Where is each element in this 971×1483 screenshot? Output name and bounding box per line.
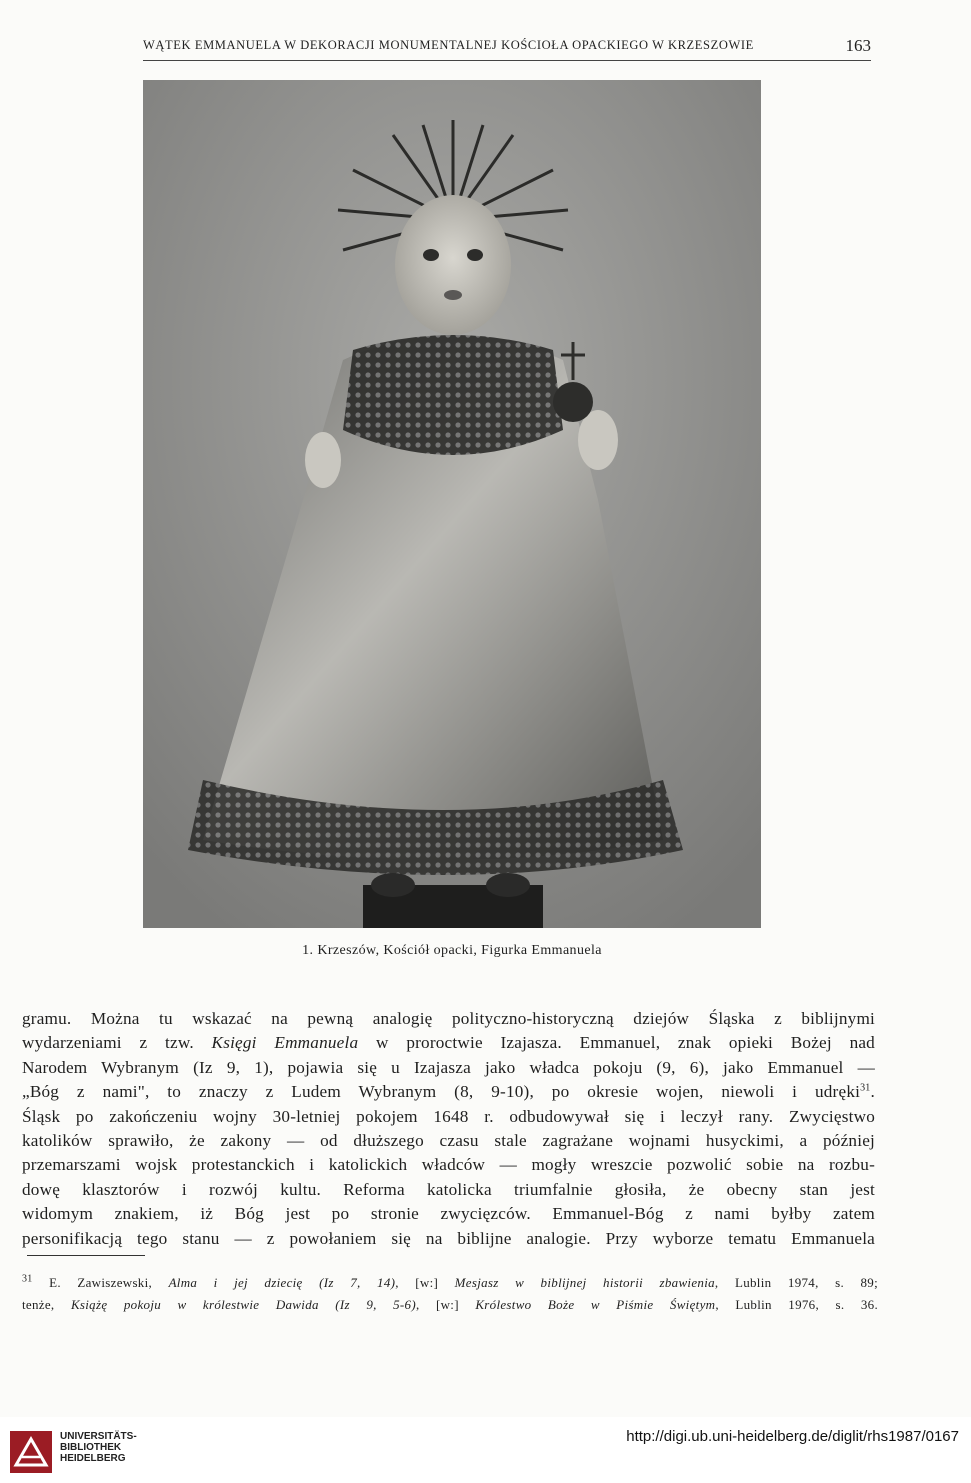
page-number: 163 (845, 36, 871, 55)
header-rule (143, 60, 871, 61)
footnote-rule (27, 1255, 145, 1256)
text-line (22, 1202, 875, 1226)
text-run: gramu. Można tu wskazać na pewną analogię polityczno-historyczną dziejów Śląska z biblijnymi (22, 1009, 875, 1028)
italic-title: Królestwo Boże w Piśmie Świętym (475, 1297, 716, 1312)
text-line (22, 1178, 875, 1202)
text-line (22, 1056, 875, 1080)
italic-title: Księgi Emmanuela (211, 1033, 359, 1053)
footnote-marker: 31 (22, 1273, 33, 1285)
text-run: personifikacją tego stanu — z powołaniem się na biblijne analogie. Przy wyborze tematu Emmanuela (22, 1228, 875, 1248)
text-line (22, 1105, 875, 1129)
text-run: tenże, (22, 1297, 71, 1312)
text-line (22, 1272, 878, 1294)
body-text (22, 1007, 875, 1251)
text-line (22, 1294, 878, 1316)
library-name (60, 1431, 137, 1464)
figure-caption: 1. Krzeszów, Kościół opacki, Figurka Emmanuela (302, 943, 602, 958)
italic-title: Książę pokoju w królestwie Dawida (Iz 9, 5-6) (70, 1297, 416, 1312)
text-run: E. Zawiszewski, (32, 1275, 169, 1290)
library-name-line: HEIDELBERG (60, 1453, 126, 1464)
text-line (22, 1080, 875, 1104)
page-header (143, 36, 871, 60)
text-line (22, 1031, 875, 1055)
library-name-line: BIBLIOTHEK (60, 1442, 122, 1453)
text-run: katolików sprawiło, że zakony — od dłuższego czasu stale zagrażane wojnami husyckimi, a później (22, 1131, 875, 1151)
running-head: WĄTEK EMMANUELA W DEKORACJI MONUMENTALNEJ KOŚCIOŁA OPACKIEGO W KRZESZOWIE (143, 38, 754, 52)
library-banner (0, 1417, 971, 1483)
text-run: Śląsk po zakończeniu wojny 30-letniej pokojem 1648 r. odbudowywał się i leczył rany. Zwycięstwo (22, 1106, 875, 1126)
text-run: wydarzeniami z tzw. (22, 1033, 212, 1053)
text-line (22, 1227, 875, 1251)
text-run: widomym znakiem, iż Bóg jest po stronie zwycięzców. Emmanuel-Bóg z nami byłby zatem (22, 1204, 875, 1224)
text-run: , Lublin 1976, s. 36. (715, 1297, 878, 1312)
text-run: Narodem Wybranym (Iz 9, 1), pojawia się u Izajasza jako władca pokoju (9, 6), jako Emmanuel — (22, 1057, 875, 1077)
figure-photo (143, 80, 761, 928)
text-run: dowę klasztorów i rozwój kultu. Reforma katolicka triumfalnie głosiła, że obecny stan jest (22, 1179, 875, 1199)
text-run: , [w:] (415, 1297, 476, 1312)
library-name-line: UNIVERSITÄTS- (60, 1431, 137, 1442)
text-run: . (870, 1082, 875, 1102)
library-logo-icon (10, 1431, 52, 1473)
source-url-link[interactable]: http://digi.ub.uni-heidelberg.de/diglit/rhs1987/0167 (626, 1428, 959, 1445)
text-run: , Lublin 1974, s. 89; (714, 1275, 879, 1290)
text-line (22, 1153, 875, 1177)
footnotes (22, 1272, 878, 1316)
text-run: „Bóg z nami", to znaczy z Ludem Wybranym (8, 9-10), po okresie wojen, niewoli i udręki (22, 1082, 861, 1102)
text-run: w proroctwie Izajasza. Emmanuel, znak opieki Bożej nad (358, 1033, 875, 1053)
text-run: , [w:] (395, 1275, 455, 1290)
footnote-marker: 31 (860, 1082, 871, 1094)
text-line (22, 1129, 875, 1153)
text-line (22, 1007, 875, 1031)
italic-title: Mesjasz w biblijnej historii zbawienia (454, 1275, 715, 1290)
text-run: przemarszami wojsk protestanckich i katolickich władców — mogły wreszcie pozwolić sobie na rozbu- (22, 1155, 875, 1175)
italic-title: Alma i jej dziecię (Iz 7, 14) (168, 1275, 396, 1290)
emmanuel-figurine-photo (143, 80, 761, 928)
